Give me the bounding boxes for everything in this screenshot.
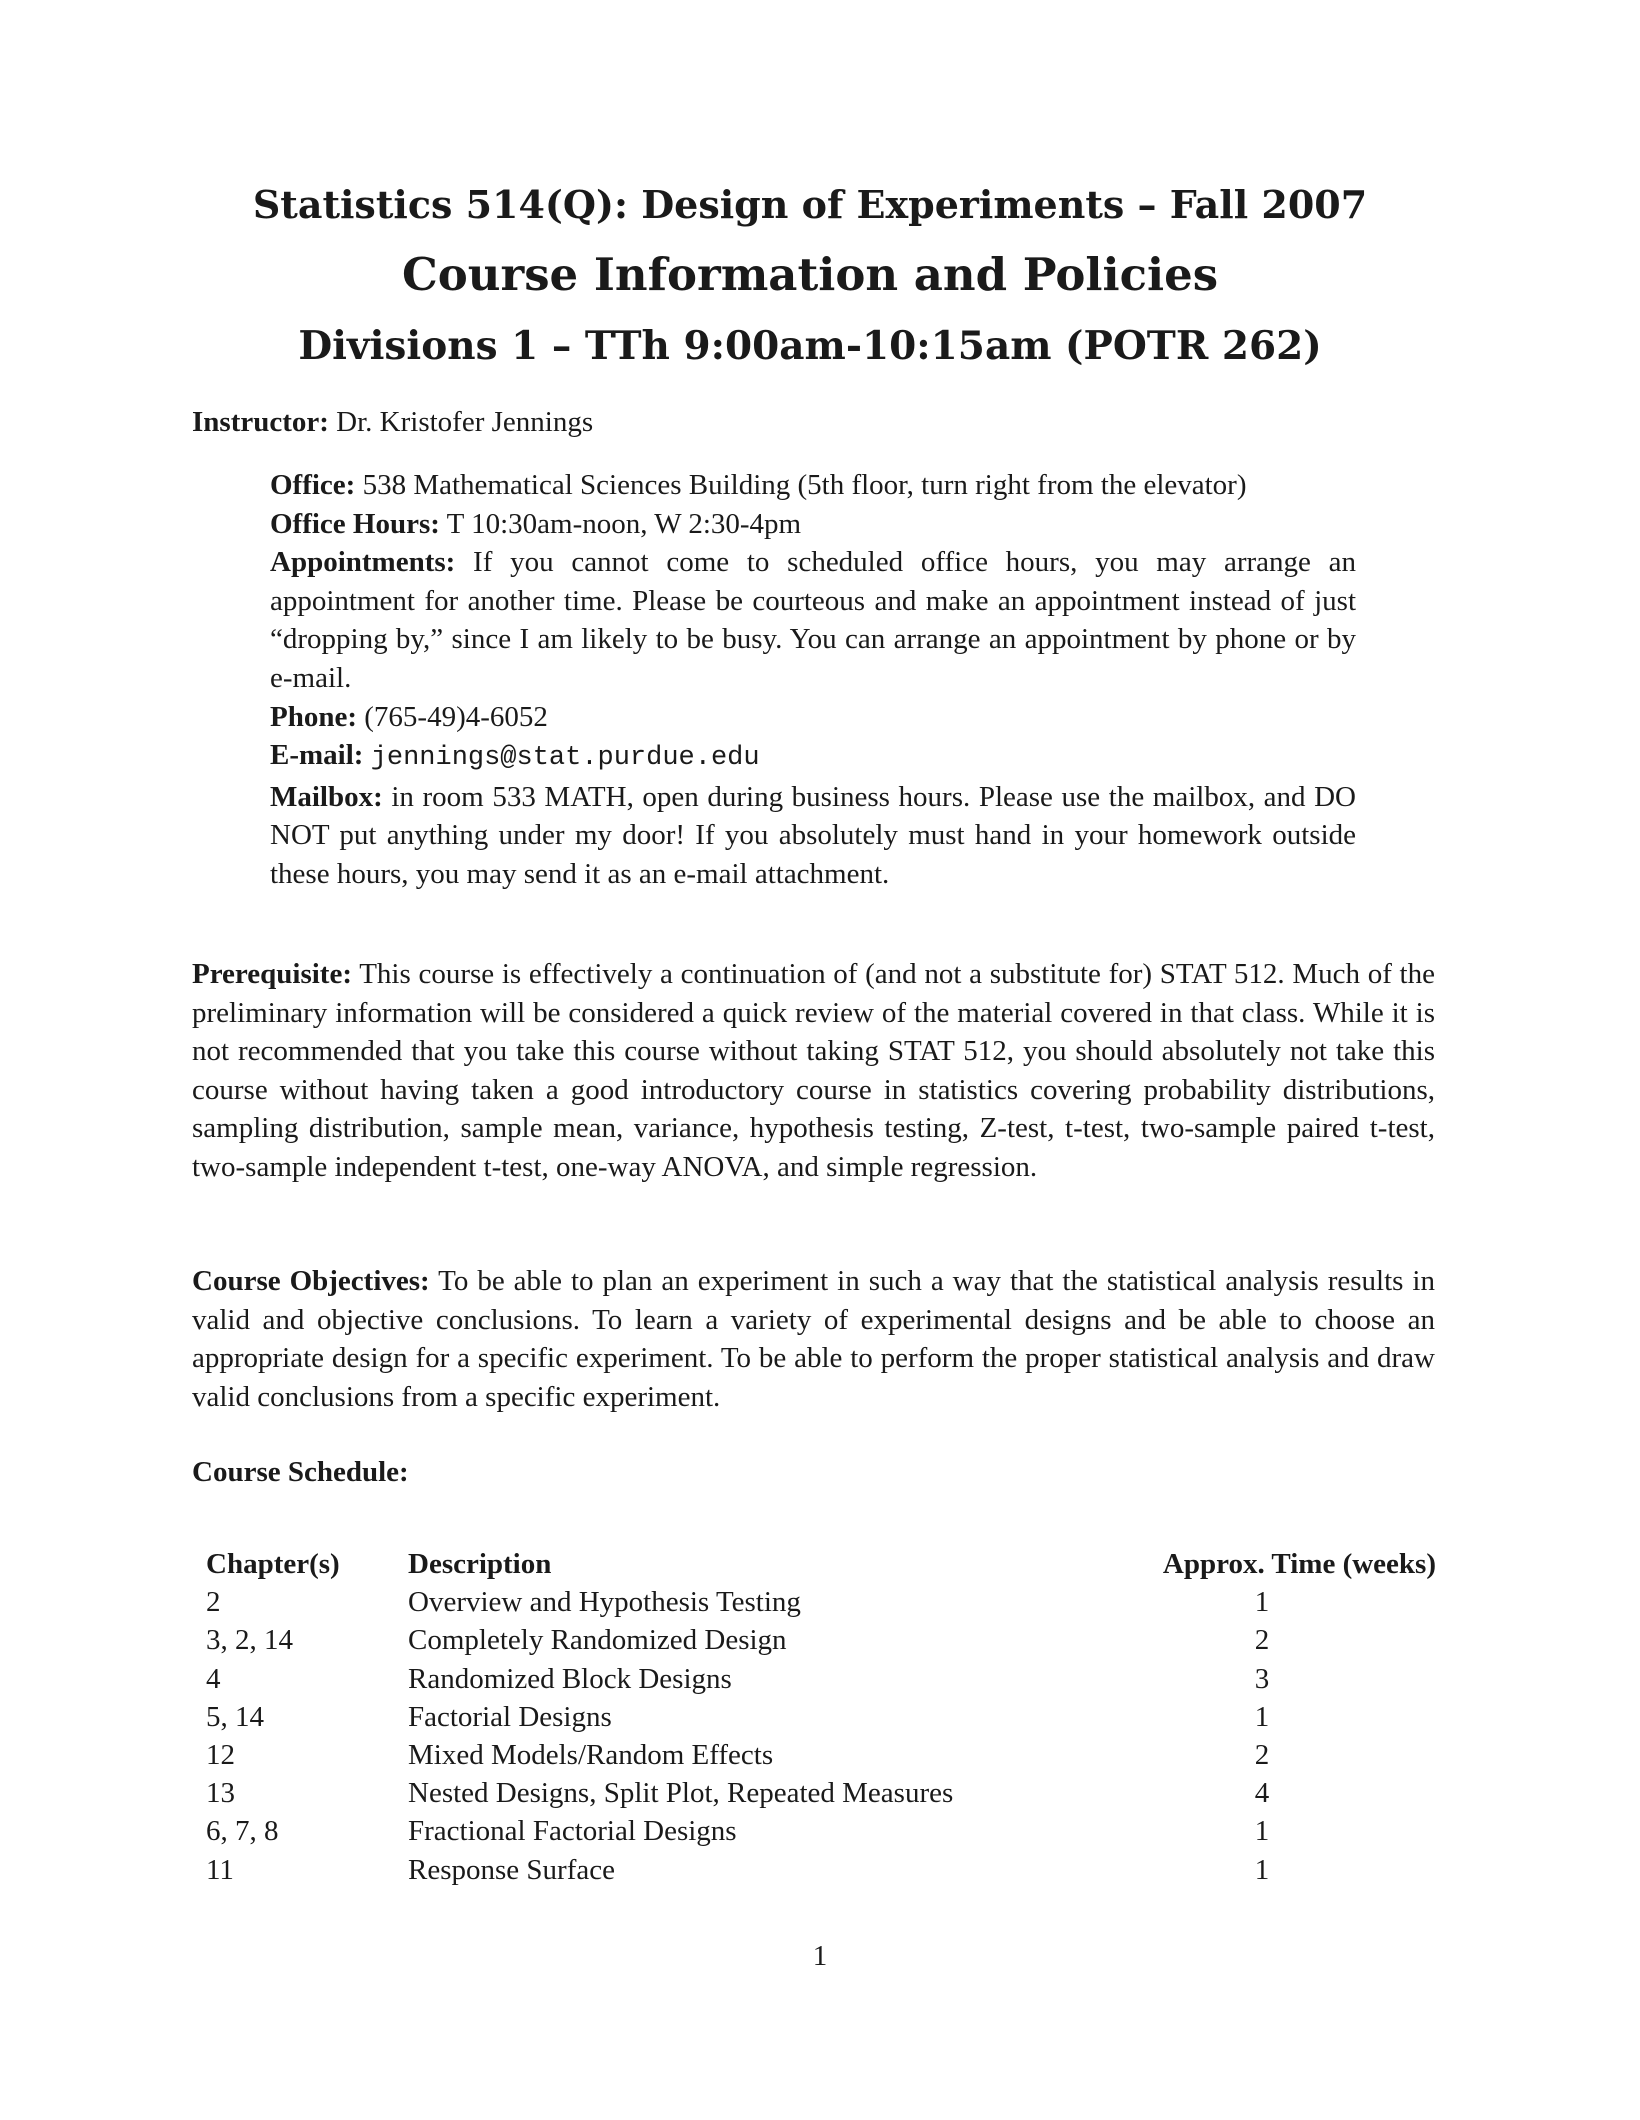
table-row <box>206 1851 1436 1889</box>
weeks-cell: 2 <box>1254 1624 1270 1657</box>
table-row <box>206 1621 1436 1659</box>
office-label: Office: <box>270 469 356 501</box>
weeks-cell: 3 <box>1254 1662 1270 1695</box>
chapters-cell: 5, 14 <box>206 1700 264 1733</box>
appointments-label: Appointments: <box>270 546 456 579</box>
appointments-line <box>270 543 1356 697</box>
table-row <box>206 1774 1436 1812</box>
email-address: jennings@stat.purdue.edu <box>370 743 760 774</box>
weeks-cell: 1 <box>1254 1815 1270 1848</box>
office-line <box>270 466 1356 505</box>
prerequisite-label: Prerequisite: <box>192 958 352 990</box>
prerequisite-text: This course is effectively a continuation of (and not a substitute for) STAT 512. Much of the preliminary information will be considered a quick review of the material covered in that class. While it is not recommended that you take this course without taking STAT 512, you should absolutely not take this course without having taken a good introductory course in statistics covering probability distributions, sampling distribution, sample mean, variance, hypothesis testing, Z-test, t-test, two-sample paired t-test, two-sample independent t-test, one-way ANOVA, and simple regression. <box>192 958 1435 1183</box>
table-row <box>206 1583 1436 1621</box>
table-row <box>206 1698 1436 1736</box>
table-row <box>206 1812 1436 1850</box>
mailbox-text: in room 533 MATH, open during business hours. Please use the mailbox, and DO NOT put anything under my door! If you absolutely must hand in your homework outside these hours, you may send it as an e-mail attachment. <box>270 780 1357 890</box>
schedule-body <box>206 1583 1436 1889</box>
chapters-cell: 13 <box>206 1777 235 1810</box>
office-hours-text: T 10:30am-noon, W 2:30-4pm <box>446 507 802 540</box>
phone-line <box>270 698 1356 737</box>
description-cell: Completely Randomized Design <box>408 1624 787 1657</box>
prerequisite-paragraph <box>192 955 1435 1187</box>
office-hours-line <box>270 505 1356 544</box>
course-title: Statistics 514(Q): Design of Experiments – Fall 2007 <box>252 182 1368 227</box>
email-line <box>270 736 1356 778</box>
description-cell: Nested Designs, Split Plot, Repeated Measures <box>408 1777 954 1810</box>
objectives-label: Course Objectives: <box>192 1265 430 1297</box>
description-cell: Factorial Designs <box>408 1700 612 1733</box>
office-text: 538 Mathematical Sciences Building (5th floor, turn right from the elevator) <box>362 469 1247 501</box>
chapters-cell: 12 <box>206 1739 235 1772</box>
objectives-paragraph <box>192 1262 1435 1416</box>
weeks-cell: 4 <box>1254 1777 1270 1810</box>
chapters-cell: 3, 2, 14 <box>206 1624 293 1657</box>
appointments-text: If you cannot come to scheduled office hours, you may arrange an appointment for another time. Please be courteous and make an appointment instead of just “dropping by,” since I am likely to be busy. You can arrange an appointment by phone or by e-mail. <box>270 546 1356 694</box>
mailbox-line <box>270 778 1356 894</box>
description-cell: Overview and Hypothesis Testing <box>408 1586 801 1619</box>
weeks-cell: 1 <box>1254 1853 1270 1886</box>
weeks-cell: 1 <box>1254 1586 1270 1619</box>
description-cell: Randomized Block Designs <box>408 1662 732 1695</box>
description-cell: Response Surface <box>408 1853 615 1886</box>
description-cell: Fractional Factorial Designs <box>408 1815 737 1848</box>
schedule-header-row <box>206 1545 1436 1583</box>
description-cell: Mixed Models/Random Effects <box>408 1739 774 1772</box>
email-label: E-mail: <box>270 739 364 772</box>
division-line: Divisions 1 – TTh 9:00am-10:15am (POTR 262) <box>298 323 1322 369</box>
chapters-cell: 2 <box>206 1586 221 1619</box>
instructor-details <box>270 466 1356 894</box>
phone-label: Phone: <box>270 700 357 733</box>
title-block <box>190 175 1430 377</box>
table-row <box>206 1736 1436 1774</box>
chapters-cell: 4 <box>206 1662 221 1695</box>
schedule-table <box>206 1545 1436 1889</box>
column-header-time: Approx. Time (weeks) <box>1162 1548 1436 1580</box>
instructor-name: Dr. Kristofer Jennings <box>336 406 594 438</box>
office-hours-label: Office Hours: <box>270 507 440 540</box>
weeks-cell: 1 <box>1254 1700 1270 1733</box>
page-number: 1 <box>812 1940 828 1972</box>
schedule-heading: Course Schedule: <box>192 1456 409 1488</box>
course-subtitle: Course Information and Policies <box>401 248 1219 301</box>
phone-text: (765-49)4-6052 <box>364 700 548 733</box>
objectives-text: To be able to plan an experiment in such a way that the statistical analysis results in valid and objective conclusions. To learn a variety of experimental designs and be able to choose an appropriate design for a specific experiment. To be able to perform the proper statistical analysis and draw valid conclusions from a specific experiment. <box>192 1265 1435 1413</box>
mailbox-label: Mailbox: <box>270 780 383 813</box>
chapters-cell: 6, 7, 8 <box>206 1815 279 1848</box>
chapters-cell: 11 <box>206 1853 234 1886</box>
weeks-cell: 2 <box>1254 1739 1270 1772</box>
instructor-label: Instructor: <box>192 406 329 438</box>
column-header-chapters: Chapter(s) <box>206 1548 340 1580</box>
table-row <box>206 1660 1436 1698</box>
column-header-description: Description <box>408 1548 552 1580</box>
instructor-line <box>192 403 593 442</box>
